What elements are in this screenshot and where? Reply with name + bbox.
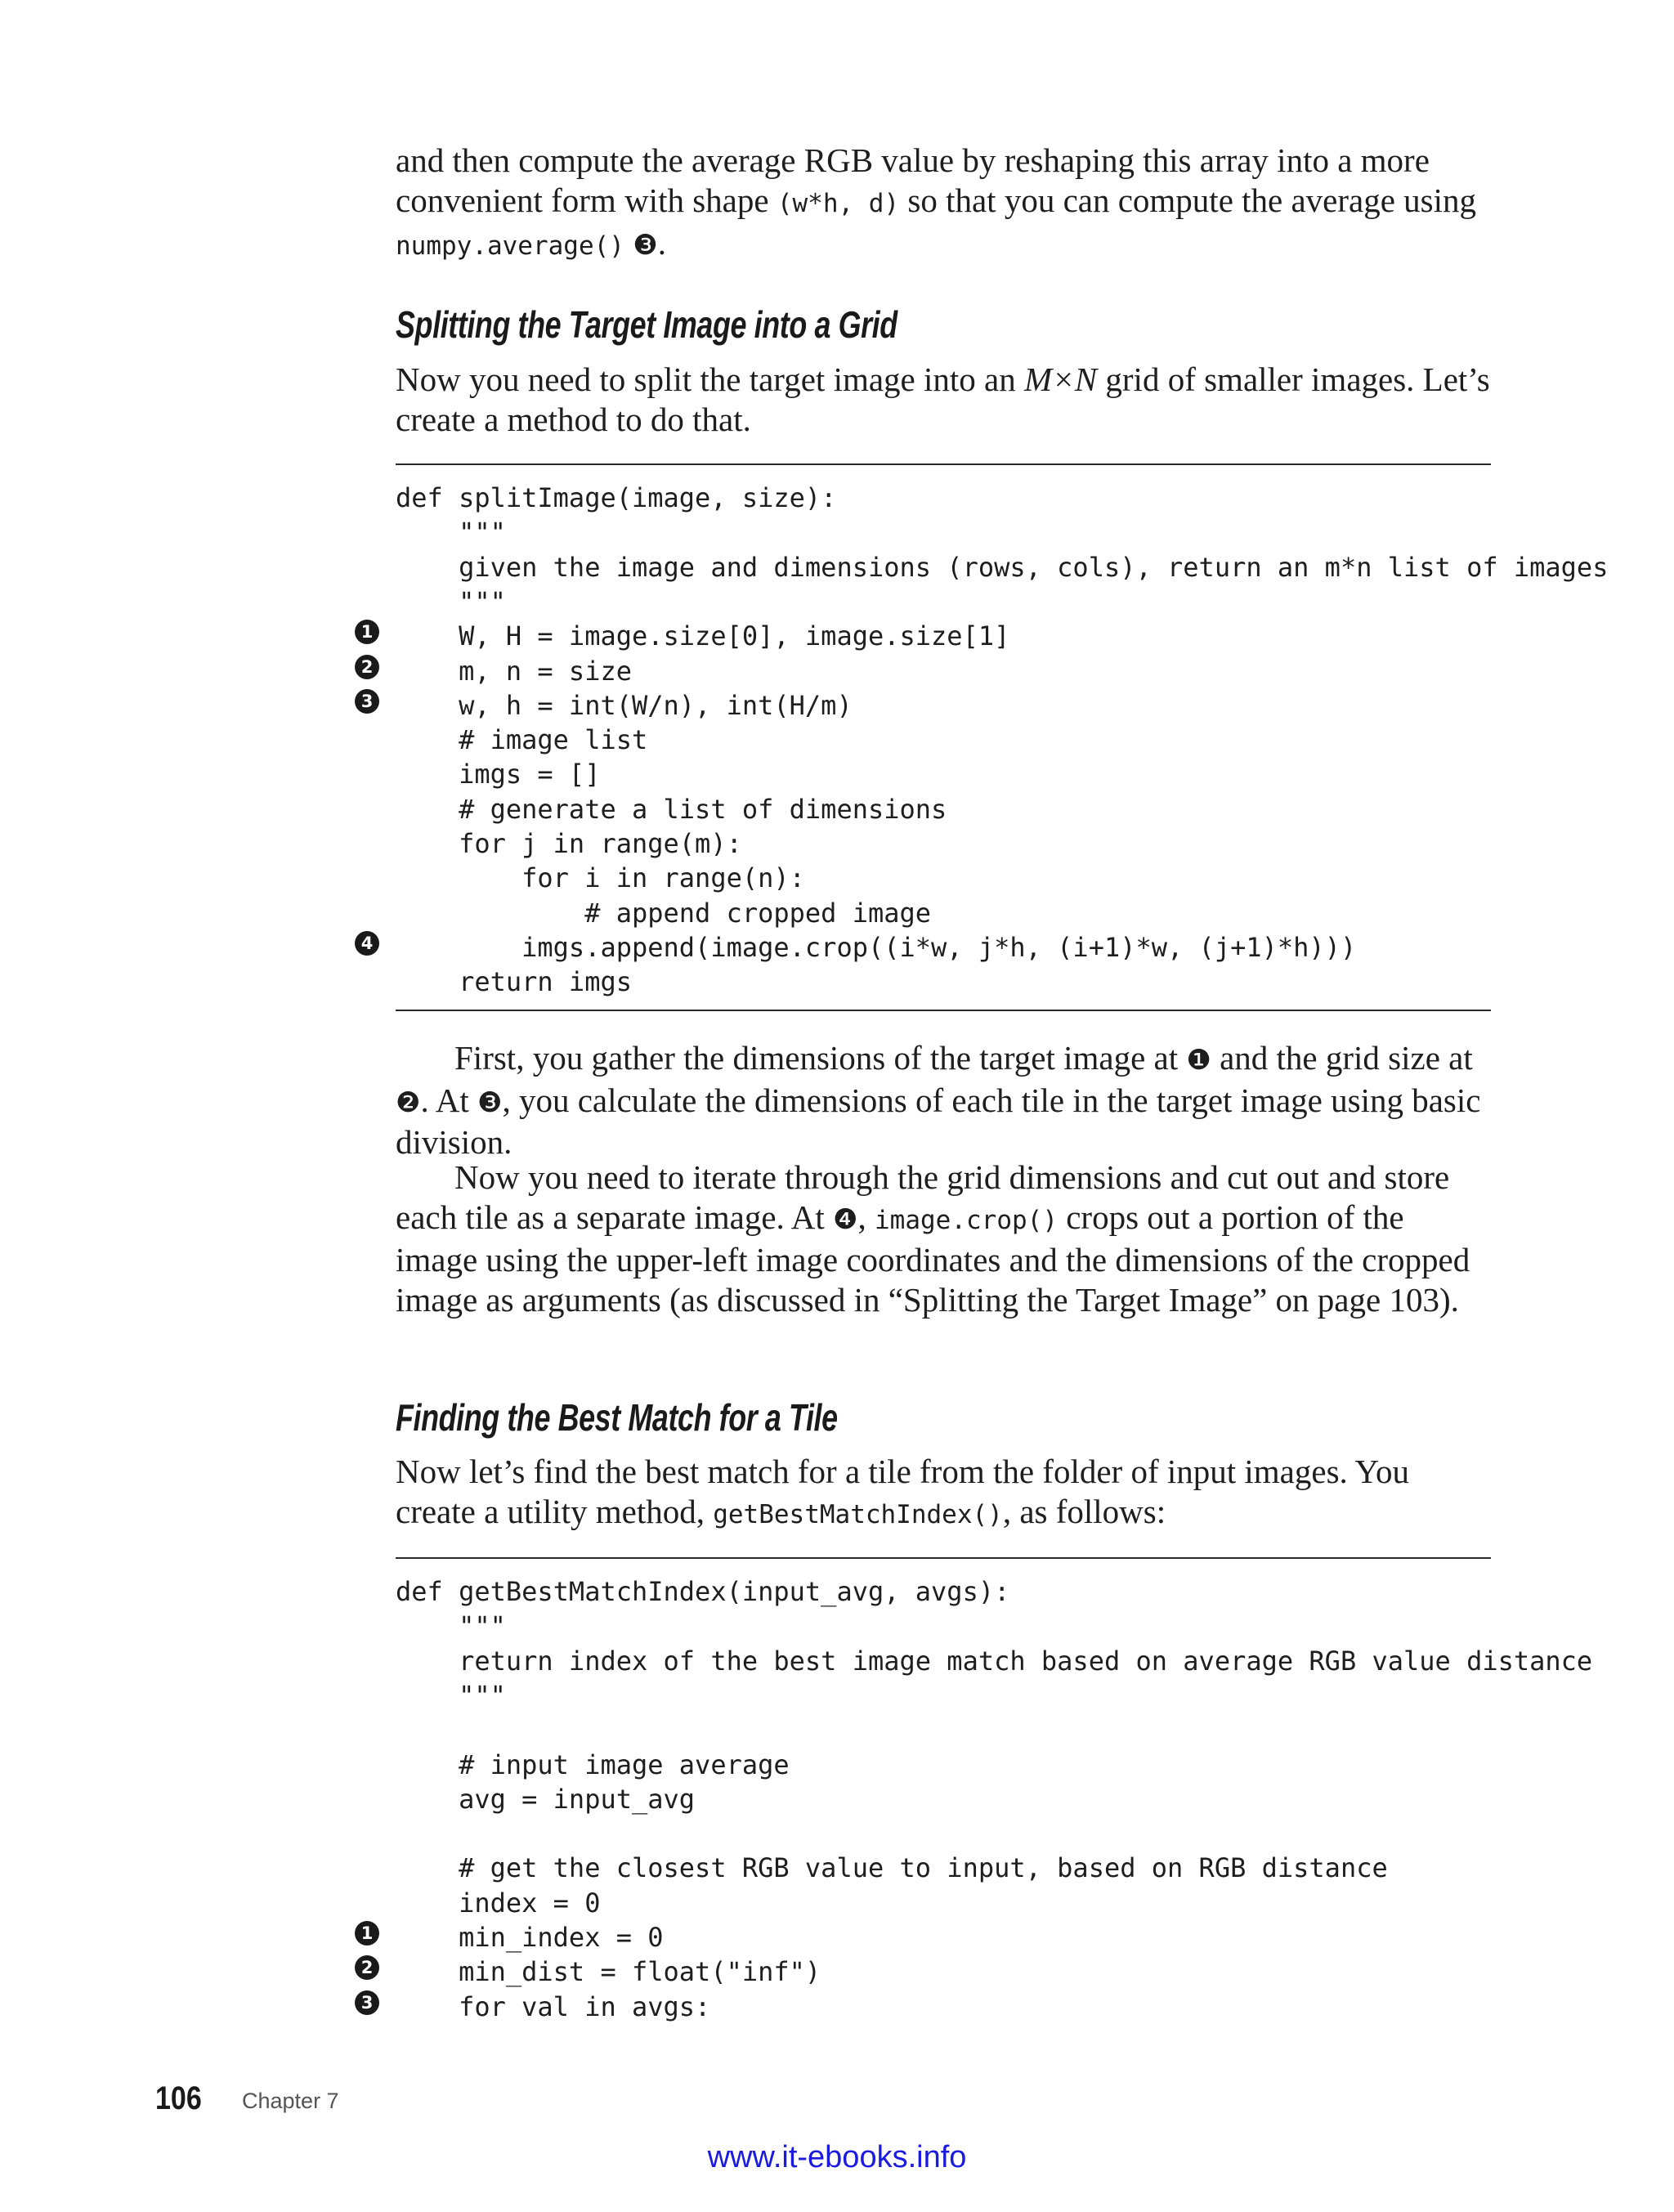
code-text: for i in range(n):	[396, 862, 805, 894]
section2-text-a: Now let’s find the best match for a tile from the folder of input images. You create a utility method,	[396, 1453, 1410, 1530]
code-text: # append cropped image	[396, 897, 932, 929]
explain2-text-c: crops out a portion of the image using the upper-left image coordinates and the dimensions of the cropped image as arguments (as discussed in “Splitting the Target Image” on page 103).	[396, 1198, 1470, 1319]
inline-code-shape: (w*h, d)	[777, 188, 900, 218]
code-line	[0, 1816, 1674, 1851]
code-text: for val in avgs:	[396, 1990, 711, 2022]
code-text: """	[396, 1610, 506, 1642]
code-line	[0, 1748, 1674, 1782]
code-text: for j in range(m):	[396, 828, 742, 859]
explain1-text-a: First, you gather the dimensions of the target image at	[454, 1039, 1187, 1077]
code-line	[0, 654, 1674, 688]
code-text: return imgs	[396, 966, 632, 998]
code-text: def splitImage(image, size):	[396, 482, 837, 513]
intro-text-mid: so that you can compute the average using	[899, 181, 1477, 219]
code-text: avg = input_avg	[396, 1783, 696, 1815]
callout-4-inline: ❹	[833, 1202, 858, 1236]
code-line	[0, 550, 1674, 584]
code-line	[0, 1644, 1674, 1678]
code-text: # get the closest RGB value to input, based on RGB distance	[396, 1852, 1388, 1884]
callout-3-inline: ❸	[633, 229, 658, 262]
math-mxn: M×N	[1023, 360, 1098, 398]
section1-paragraph	[396, 360, 1491, 439]
section-heading-best-match: Finding the Best Match for a Tile	[396, 1396, 838, 1439]
explain-paragraph-2	[396, 1157, 1491, 1319]
code-line	[0, 723, 1674, 757]
code-text: imgs.append(image.crop((i*w, j*h, (i+1)*w, (j+1)*h)))	[396, 931, 1357, 963]
code-line	[0, 1920, 1674, 1955]
intro-text-end: .	[657, 224, 666, 262]
code-text: imgs = []	[396, 759, 601, 790]
code-rule-top-1	[396, 463, 1491, 465]
inline-code-numpy-average: numpy.average()	[396, 231, 624, 261]
code-text: # image list	[396, 724, 648, 756]
explain2-text-a: Now you need to iterate through the grid dimensions and cut out and store each tile as a separate image. At	[396, 1158, 1450, 1236]
callout-marker-4: 4	[355, 931, 379, 956]
callout-marker-3: 3	[355, 1990, 379, 2015]
code-line	[0, 1990, 1674, 2024]
chapter-label: Chapter 7	[242, 2089, 339, 2113]
callout-marker-2: 2	[355, 655, 379, 679]
code-text: # generate a list of dimensions	[396, 793, 947, 825]
code-line	[0, 861, 1674, 895]
code-text: index = 0	[396, 1887, 601, 1919]
explain1-text-d: , you calculate the dimensions of each tile in the target image using basic division.	[396, 1081, 1481, 1161]
section2-paragraph	[396, 1452, 1491, 1534]
callout-marker-2: 2	[355, 1955, 379, 1980]
code-text: """	[396, 585, 506, 617]
code-text: min_index = 0	[396, 1922, 664, 1953]
code-text: given the image and dimensions (rows, cols), return an m*n list of images	[396, 551, 1609, 583]
inline-code-getbestmatchindex: getBestMatchIndex()	[713, 1499, 1003, 1529]
code-line	[0, 1886, 1674, 1920]
callout-1-inline: ❶	[1186, 1044, 1211, 1077]
code-line	[0, 481, 1674, 515]
code-line	[0, 792, 1674, 826]
explain1-text-c: . At	[420, 1081, 477, 1119]
code-line	[0, 757, 1674, 791]
footer-url-link[interactable]: www.it-ebooks.info	[707, 2140, 967, 2174]
code-text: return index of the best image match based on average RGB value distance	[396, 1645, 1593, 1677]
code-line	[0, 1851, 1674, 1885]
code-text: min_dist = float("inf")	[396, 1956, 821, 1988]
code-line	[0, 930, 1674, 965]
code-line	[0, 896, 1674, 930]
callout-marker-1: 1	[355, 620, 379, 644]
callout-marker-1: 1	[355, 1921, 379, 1946]
code-text: # input image average	[396, 1749, 790, 1780]
code-text: W, H = image.size[0], image.size[1]	[396, 620, 1010, 652]
code-rule-bottom-1	[396, 1010, 1491, 1011]
code-text: m, n = size	[396, 655, 632, 687]
code-line	[0, 515, 1674, 549]
inline-code-image-crop: image.crop()	[875, 1205, 1058, 1235]
explain2-text-b: ,	[857, 1198, 875, 1236]
section-heading-splitting: Splitting the Target Image into a Grid	[396, 303, 897, 346]
explain-paragraph-1	[396, 1038, 1491, 1162]
code-line	[0, 688, 1674, 723]
callout-3-inline: ❸	[477, 1086, 503, 1119]
code-line	[0, 965, 1674, 999]
callout-2-inline: ❷	[396, 1086, 421, 1119]
code-text: w, h = int(W/n), int(H/m)	[396, 689, 853, 721]
page-number: 106	[155, 2080, 202, 2116]
code-line	[0, 1574, 1674, 1609]
intro-text: and then compute the average RGB value by reshaping this array into a more convenient form with shape	[396, 141, 1430, 219]
code-line	[0, 1782, 1674, 1816]
code-line	[0, 584, 1674, 619]
code-rule-top-2	[396, 1557, 1491, 1559]
section1-text-a: Now you need to split the target image into an	[396, 360, 1024, 398]
callout-marker-3: 3	[355, 689, 379, 714]
code-line	[0, 1678, 1674, 1713]
explain1-text-b: and the grid size at	[1211, 1039, 1473, 1077]
section1-text-b: grid of smaller images. Let’s create a method to do that.	[396, 360, 1490, 438]
code-line	[0, 826, 1674, 861]
intro-paragraph	[396, 141, 1491, 266]
code-line	[0, 1609, 1674, 1643]
code-line	[0, 1713, 1674, 1747]
code-line	[0, 619, 1674, 653]
section2-text-b: , as follows:	[1002, 1492, 1166, 1530]
code-line	[0, 1955, 1674, 1989]
code-text: """	[396, 517, 506, 549]
code-text: def getBestMatchIndex(input_avg, avgs):	[396, 1576, 1010, 1607]
code-text: """	[396, 1679, 506, 1711]
